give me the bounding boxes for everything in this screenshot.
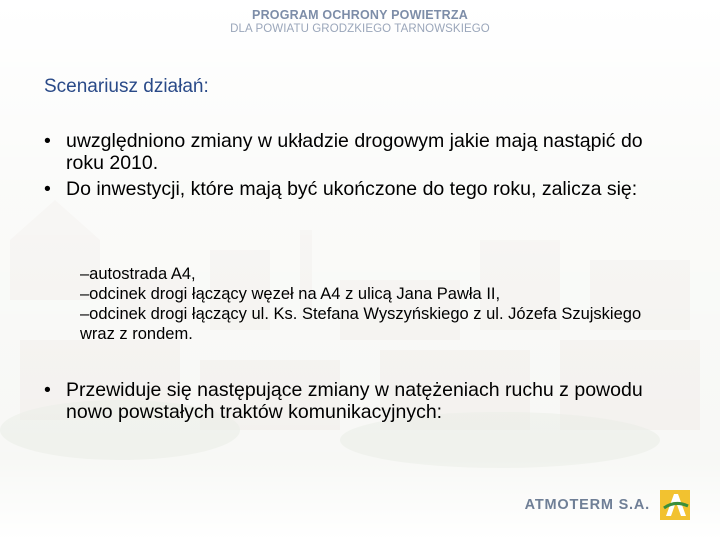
- section-heading: Scenariusz działań:: [44, 76, 209, 97]
- sub-list-item: –odcinek drogi łączący ul. Ks. Stefana Wyszyńskiego z ul. Józefa Szujskiego wraz z rondem.: [80, 305, 642, 343]
- logo-text: ATMOTERM S.A.: [524, 497, 650, 513]
- bullet-marker: •: [44, 178, 51, 200]
- bullet-text: uwzględniono zmiany w układzie drogowym jakie mają nastąpić do roku 2010.: [66, 130, 643, 174]
- company-logo: [525, 490, 690, 520]
- sub-list-item: –autostrada A4,: [80, 265, 196, 283]
- bullet-list-2: [44, 379, 684, 423]
- sub-list: [80, 264, 680, 344]
- bullet-item: [44, 130, 684, 174]
- bullet-list: [44, 130, 684, 200]
- bullet-marker: •: [44, 379, 51, 401]
- header-title: PROGRAM OCHRONY POWIETRZA: [252, 8, 468, 22]
- atmoterm-logo-icon: [660, 490, 690, 520]
- bullet-text: Przewiduje się następujące zmiany w natężeniach ruchu z powodu nowo powstałych traktów komunikacyjnych:: [66, 379, 643, 423]
- bullet-item: [44, 379, 684, 423]
- bullet-text: Do inwestycji, które mają być ukończone do tego roku, zalicza się:: [66, 178, 638, 200]
- header-subtitle: DLA POWIATU GRODZKIEGO TARNOWSKIEGO: [230, 23, 490, 35]
- bullet-item: [44, 178, 684, 200]
- bullet-marker: •: [44, 130, 51, 152]
- sub-list-item: –odcinek drogi łączący węzeł na A4 z ulicą Jana Pawła II,: [80, 285, 501, 303]
- header: [0, 8, 720, 35]
